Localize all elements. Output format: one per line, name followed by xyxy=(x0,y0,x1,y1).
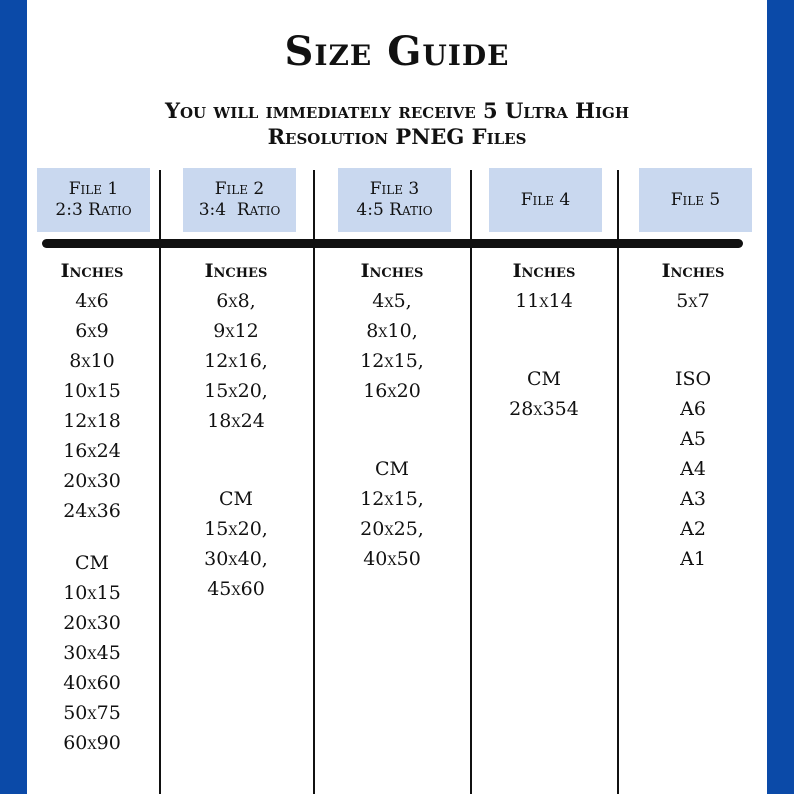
size-item: 8x10 xyxy=(69,350,115,372)
file-4-name: File 4 xyxy=(520,189,571,210)
size-item: A3 xyxy=(680,488,706,510)
file-5-header xyxy=(639,168,752,232)
size-item: 40x50 xyxy=(363,548,421,570)
size-item: 15x20, xyxy=(204,380,268,402)
size-item: 40x60 xyxy=(63,672,121,694)
size-item: 9x12 xyxy=(213,320,259,342)
size-item: 6x9 xyxy=(75,320,109,342)
size-item: 18x24 xyxy=(207,410,265,432)
size-item: A4 xyxy=(680,458,706,480)
size-item: 5x7 xyxy=(676,290,710,312)
size-item: 11x14 xyxy=(515,290,573,312)
file-1-ratio: 2:3 Ratio xyxy=(55,200,132,220)
inches-label: Inches xyxy=(661,260,725,282)
inches-label: Inches xyxy=(204,260,268,282)
file-2-sizes xyxy=(161,256,311,604)
subtitle-line-1: You will immediately receive 5 Ultra High xyxy=(164,98,630,123)
size-item: A2 xyxy=(680,518,706,540)
size-item: 12x18 xyxy=(63,410,121,432)
file-3-ratio: 4:5 Ratio xyxy=(356,200,433,220)
size-item: 50x75 xyxy=(63,702,121,724)
size-item: 12x15, xyxy=(360,350,424,372)
file-1-sizes xyxy=(27,256,157,758)
size-item: 10x15 xyxy=(63,380,121,402)
size-item: 30x45 xyxy=(63,642,121,664)
size-item: 28x354 xyxy=(509,398,579,420)
cm-label: CM xyxy=(75,552,109,574)
subtitle-line-2: Resolution PNEG Files xyxy=(267,124,527,149)
file-3-sizes xyxy=(315,256,469,574)
size-item: A6 xyxy=(680,398,706,420)
file-3-name: File 3 xyxy=(369,179,420,199)
inches-label: Inches xyxy=(360,260,424,282)
size-item: 20x30 xyxy=(63,470,121,492)
size-item: A5 xyxy=(680,428,706,450)
size-item: 30x40, xyxy=(204,548,268,570)
file-5-name: File 5 xyxy=(670,189,721,210)
file-1-header xyxy=(37,168,150,232)
cm-label: CM xyxy=(527,368,561,390)
subtitle xyxy=(110,98,684,150)
cm-label: CM xyxy=(219,488,253,510)
header-rule xyxy=(42,239,743,248)
file-4-header xyxy=(489,168,602,232)
size-item: 16x20 xyxy=(363,380,421,402)
size-item: 15x20, xyxy=(204,518,268,540)
size-item: 12x16, xyxy=(204,350,268,372)
inches-label: Inches xyxy=(60,260,124,282)
size-item: 20x30 xyxy=(63,612,121,634)
size-item: A1 xyxy=(680,548,706,570)
size-item: 60x90 xyxy=(63,732,121,754)
file-1-name: File 1 xyxy=(68,179,119,199)
file-2-ratio: 3:4 Ratio xyxy=(198,200,281,220)
file-4-sizes xyxy=(472,256,616,424)
right-blue-border xyxy=(767,0,794,794)
size-item: 16x24 xyxy=(63,440,121,462)
file-2-name: File 2 xyxy=(214,179,265,199)
left-blue-border xyxy=(0,0,27,794)
size-item: 8x10, xyxy=(366,320,418,342)
size-item: 12x15, xyxy=(360,488,424,510)
size-item: 4x6 xyxy=(75,290,109,312)
size-item: 10x15 xyxy=(63,582,121,604)
inches-label: Inches xyxy=(512,260,576,282)
iso-label: ISO xyxy=(674,368,712,390)
cm-label: CM xyxy=(375,458,409,480)
size-item: 4x5, xyxy=(372,290,412,312)
size-item: 24x36 xyxy=(63,500,121,522)
file-5-sizes xyxy=(619,256,767,574)
page-title: Size Guide xyxy=(284,28,510,75)
size-item: 20x25, xyxy=(360,518,424,540)
file-3-header xyxy=(338,168,451,232)
size-item: 45x60 xyxy=(207,578,265,600)
file-2-header xyxy=(183,168,296,232)
size-item: 6x8, xyxy=(216,290,256,312)
